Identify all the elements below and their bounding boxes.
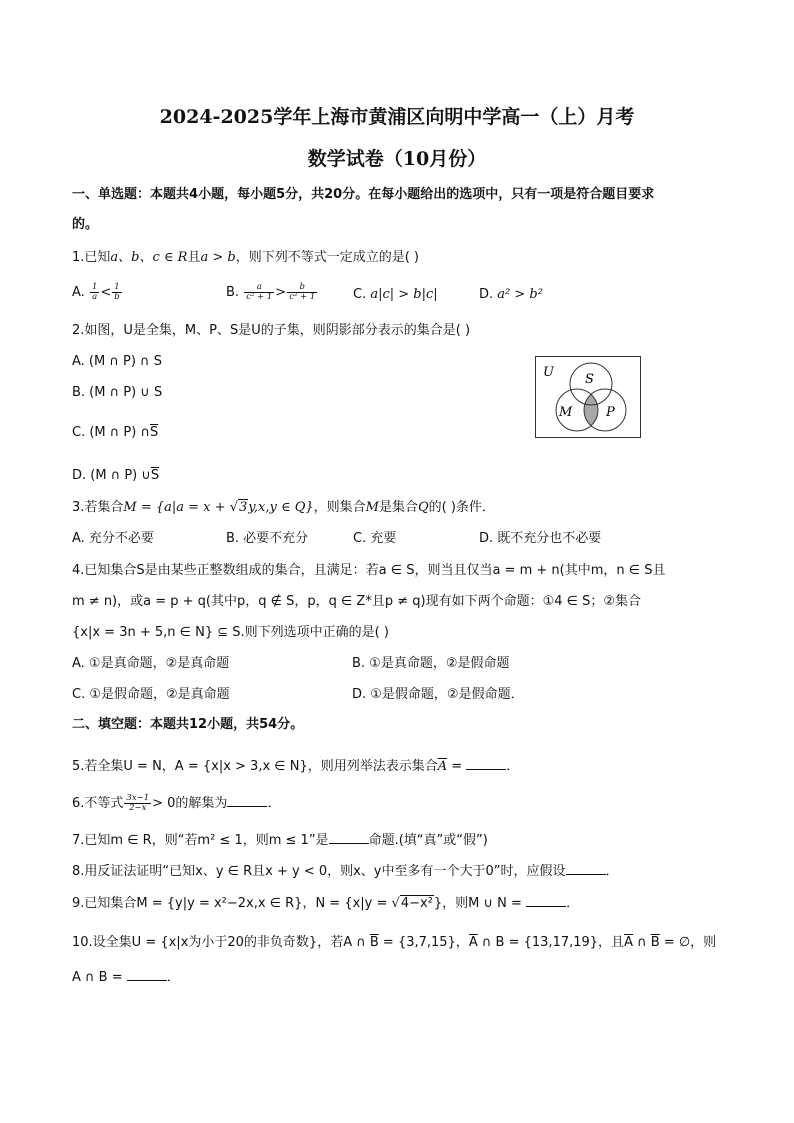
q9-text: }，则M ∪ N = <box>433 896 527 911</box>
q9-stem: 9.已知集合M = {y|y = x²−2x,x ∈ R}，N = {x|y = √4−x²}，则M ∪ N = ． <box>72 896 580 911</box>
numerator: 1 <box>91 282 98 292</box>
q10-text: = {3,7,15}， <box>378 935 469 950</box>
q1-option-b <box>226 283 318 302</box>
q4-stem-line2: m ≠ n)，或a = p + q(其中p，q ∉ S，p，q ∈ Z*且p ≠ q)现有如下两个命题：①4 ∈ S；②集合 <box>72 594 641 609</box>
q4-option-b: B. ①是真命题，②是假命题 <box>352 656 510 671</box>
answer-blank[interactable] <box>526 894 566 907</box>
numerator: a <box>244 283 274 293</box>
q6-text: > 0的解集为 <box>152 796 228 811</box>
q8-stem <box>72 862 619 881</box>
section1-points-each: 5 <box>276 187 286 202</box>
q4-option-d: D. ①是假命题，②是假命题． <box>352 687 524 702</box>
fraction <box>112 283 121 302</box>
q3-math: y,x,y ∈ Q} <box>248 500 314 515</box>
q2-option-a: A. (M ∩ P) ∩ S <box>72 354 162 369</box>
section1-heading-text: 一、单选题：本题共 <box>72 187 190 202</box>
complement-set: $\overline{S}$ <box>149 425 159 440</box>
answer-blank[interactable] <box>566 862 606 875</box>
q3-option-a: A. 充分不必要 <box>72 531 154 546</box>
q1-option-c <box>353 286 438 304</box>
label-m: M <box>559 405 573 420</box>
q6-text: 6.不等式 <box>72 796 124 811</box>
q1-cond-pre: 且 <box>187 250 201 265</box>
denominator: 2−x <box>129 803 147 813</box>
fraction <box>90 283 99 302</box>
denominator: a <box>92 292 98 302</box>
option-label: A. <box>72 285 89 300</box>
q10-text: ∩ <box>632 935 651 950</box>
denominator: b <box>114 292 120 302</box>
q4-option-a: A. ①是真命题，②是真命题 <box>72 656 230 671</box>
q8-end: ． <box>605 864 619 879</box>
answer-blank[interactable] <box>466 757 506 770</box>
section2-count: 12 <box>189 717 208 732</box>
relation: > <box>275 285 287 300</box>
option-label: B. <box>226 285 244 300</box>
q10-stem-line1 <box>72 934 716 952</box>
numerator: 3x−1 <box>126 793 150 803</box>
option-expression: a|c| > b|c| <box>370 287 438 302</box>
q9-text: 9.已知集合M = {y|y = x²−2x,x ∈ R}，N = {x|y = <box>72 896 392 911</box>
q7-text: 命题.(填“真”或“假”) <box>368 833 488 848</box>
q3-text: 3.若集合 <box>72 500 124 515</box>
complement-set: $\overline{B}$ <box>369 935 379 950</box>
q10-text: ∩ B = {13,17,19}，且 <box>477 935 625 950</box>
q3-option-b: B. 必要不充分 <box>226 531 309 546</box>
q1-prefix: 1.已知 <box>72 250 111 265</box>
fraction <box>244 283 274 302</box>
q6-stem <box>72 794 280 813</box>
q3-text: 的( )条件． <box>428 500 495 515</box>
q2-option-d <box>72 467 159 485</box>
section1-heading-text: 小题，每小题 <box>198 187 277 202</box>
venn-diagram <box>535 356 641 438</box>
option-text: D. (M ∩ P) ∪ <box>72 468 151 483</box>
q1-cond: a > b <box>200 250 236 265</box>
q1-vars: a、b、c ∈ R <box>110 250 188 265</box>
q5-stem <box>72 757 519 776</box>
q1-option-d <box>479 286 543 304</box>
q4-stem-line1: 4.已知集合S是由某些正整数组成的集合，且满足：若a ∈ S，则当且仅当a = m + n(其中m，n ∈ S且 <box>72 563 666 578</box>
relation: < <box>100 285 112 300</box>
q3-text: ，则集合 <box>313 500 366 515</box>
answer-blank[interactable] <box>227 794 267 807</box>
q10-end: ． <box>166 970 180 985</box>
section2-heading-text: 二、填空题：本题共 <box>72 717 190 732</box>
section1-points-total: 20 <box>324 187 343 202</box>
complement-set: $\overline{B}$ <box>650 935 660 950</box>
complement-set: $\overline{S}$ <box>150 468 160 483</box>
option-label: C. <box>353 287 371 302</box>
denominator: c² + 1 <box>246 292 273 302</box>
label-u: U <box>543 365 554 380</box>
label-p: P <box>606 405 615 420</box>
q5-text: 5.若全集U = N，A = {x|x > 3,x ∈ N}，则用列举法表示集合 <box>72 759 438 774</box>
answer-blank[interactable] <box>127 968 167 981</box>
q3-math: Q <box>417 500 429 515</box>
section1-count: 4 <box>189 187 199 202</box>
q9-sqrt-radicand: 4−x² <box>400 896 433 911</box>
q8-text: 8.用反证法证明“已知x、y ∈ R且x + y < 0，则x、y中至多有一个大于0”时，应假设 <box>72 864 566 879</box>
q2-option-c <box>72 424 158 442</box>
option-text: C. (M ∩ P) ∩ <box>72 425 150 440</box>
page-title: 2024-2025学年上海市黄浦区向明中学高一（上）月考 <box>159 106 635 128</box>
q3-option-c: C. 充要 <box>353 531 397 546</box>
q3-sqrt-radicand: 3 <box>238 500 248 515</box>
page-subtitle: 数学试卷（10月份） <box>307 148 487 170</box>
q2-option-b: B. (M ∩ P) ∪ S <box>72 385 163 400</box>
q4-stem-line3: {x|x = 3n + 5,n ∈ N} ⊆ S.则下列选项中正确的是( ) <box>72 625 389 640</box>
section2-heading-text: 分。 <box>277 717 304 732</box>
complement-set: $\overline{A}$ <box>624 935 633 950</box>
q3-math: M <box>365 500 379 515</box>
option-label: D. <box>479 287 498 302</box>
section1-heading-text: 分。在每小题给出的选项中，只有一项是符合题目要求 <box>342 187 655 202</box>
complement-set: $\overline{A}$ <box>437 759 448 774</box>
q3-math: M = {a|a = x + <box>123 500 230 515</box>
q3-text: 是集合 <box>378 500 418 515</box>
numerator: b <box>287 283 317 293</box>
q2-stem: 2.如图，U是全集，M、P、S是U的子集，则阴影部分表示的集合是( ) <box>72 323 471 338</box>
section1-heading-text: 分，共 <box>285 187 325 202</box>
section1-heading-continued: 的。 <box>72 217 99 232</box>
q5-end: ． <box>506 759 520 774</box>
q7-text: 7.已知m ∈ R，则“若m² ≤ 1，则m ≤ 1”是 <box>72 833 329 848</box>
q6-end: ． <box>267 796 281 811</box>
section2-points-total: 54 <box>259 717 278 732</box>
label-s: S <box>585 372 594 387</box>
q10-text: = ∅，则 <box>659 935 717 950</box>
option-expression: a² > b² <box>497 287 543 302</box>
q4-option-c: C. ①是假命题，②是真命题 <box>72 687 230 702</box>
complement-set: $\overline{A}$ <box>468 935 478 950</box>
q1-option-a <box>72 283 123 302</box>
q1-tail: ，则下列不等式一定成立的是( ) <box>235 250 419 265</box>
q5-text: = <box>447 759 467 774</box>
q7-stem <box>72 831 488 850</box>
q10-text: A ∩ B = <box>72 970 127 985</box>
q3-stem: 3.若集合M = {a|a = x + √3y,x,y ∈ Q}，则集合M是集合Q的( )条件． <box>72 500 495 515</box>
q10-text: 10.设全集U = {x|x为小于20的非负奇数}，若A ∩ <box>72 935 370 950</box>
q1-stem <box>72 249 419 267</box>
section2-heading <box>72 716 303 734</box>
q3-option-d: D. 既不充分也不必要 <box>479 531 602 546</box>
fraction <box>287 283 317 302</box>
section2-heading-text: 小题，共 <box>207 717 260 732</box>
q10-stem-line2 <box>72 968 180 987</box>
answer-blank[interactable] <box>329 831 369 844</box>
section1-heading <box>72 186 654 204</box>
denominator: c² + 1 <box>289 292 316 302</box>
fraction <box>124 794 151 813</box>
q9-end: ． <box>566 896 580 911</box>
numerator: 1 <box>112 283 121 293</box>
